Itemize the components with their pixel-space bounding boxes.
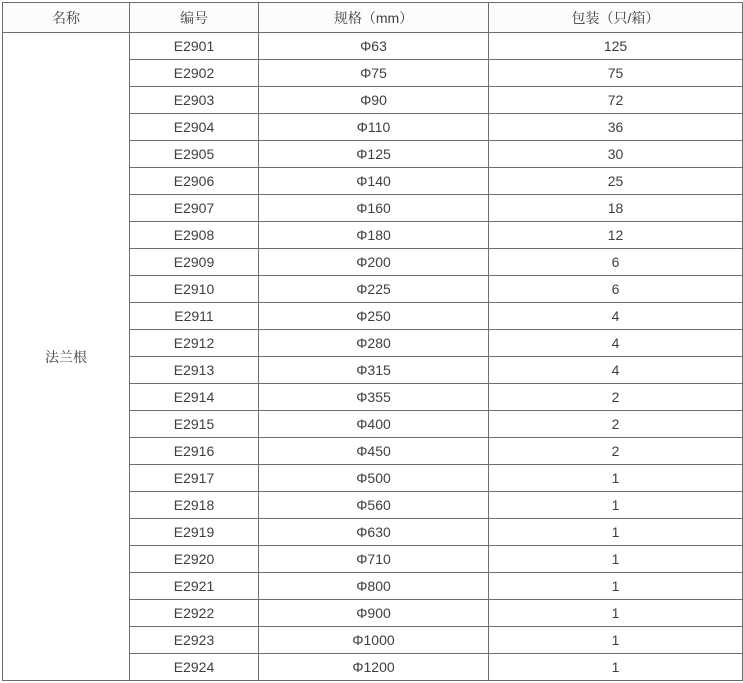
pack-cell: 18 xyxy=(489,195,743,222)
spec-cell: Φ400 xyxy=(259,411,489,438)
pack-cell: 1 xyxy=(489,573,743,600)
code-cell: E2911 xyxy=(130,303,259,330)
spec-cell: Φ500 xyxy=(259,465,489,492)
pack-cell: 4 xyxy=(489,330,743,357)
table-header xyxy=(3,3,743,33)
code-cell: E2908 xyxy=(130,222,259,249)
pack-cell: 25 xyxy=(489,168,743,195)
spec-cell: Φ355 xyxy=(259,384,489,411)
header-pack: 包装（只/箱） xyxy=(489,3,743,33)
spec-cell: Φ110 xyxy=(259,114,489,141)
spec-cell: Φ140 xyxy=(259,168,489,195)
pack-cell: 75 xyxy=(489,60,743,87)
pack-cell: 1 xyxy=(489,465,743,492)
pack-cell: 6 xyxy=(489,276,743,303)
pack-cell: 2 xyxy=(489,411,743,438)
code-cell: E2919 xyxy=(130,519,259,546)
pack-cell: 1 xyxy=(489,627,743,654)
code-cell: E2902 xyxy=(130,60,259,87)
pack-cell: 36 xyxy=(489,114,743,141)
spec-cell: Φ900 xyxy=(259,600,489,627)
header-name: 名称 xyxy=(3,3,130,33)
spec-cell: Φ560 xyxy=(259,492,489,519)
pack-cell: 4 xyxy=(489,303,743,330)
spec-cell: Φ800 xyxy=(259,573,489,600)
pack-cell: 1 xyxy=(489,546,743,573)
code-cell: E2915 xyxy=(130,411,259,438)
code-cell: E2921 xyxy=(130,573,259,600)
spec-cell: Φ75 xyxy=(259,60,489,87)
spec-cell: Φ710 xyxy=(259,546,489,573)
pack-cell: 6 xyxy=(489,249,743,276)
code-cell: E2901 xyxy=(130,33,259,60)
spec-cell: Φ160 xyxy=(259,195,489,222)
code-cell: E2912 xyxy=(130,330,259,357)
code-cell: E2904 xyxy=(130,114,259,141)
code-cell: E2905 xyxy=(130,141,259,168)
code-cell: E2913 xyxy=(130,357,259,384)
pack-cell: 12 xyxy=(489,222,743,249)
spec-cell: Φ250 xyxy=(259,303,489,330)
header-spec: 规格（mm） xyxy=(259,3,489,33)
pack-cell: 2 xyxy=(489,384,743,411)
spec-cell: Φ630 xyxy=(259,519,489,546)
spec-cell: Φ1200 xyxy=(259,654,489,681)
code-cell: E2909 xyxy=(130,249,259,276)
pack-cell: 30 xyxy=(489,141,743,168)
code-cell: E2918 xyxy=(130,492,259,519)
pack-cell: 125 xyxy=(489,33,743,60)
code-cell: E2917 xyxy=(130,465,259,492)
pack-cell: 1 xyxy=(489,519,743,546)
code-cell: E2922 xyxy=(130,600,259,627)
spec-cell: Φ180 xyxy=(259,222,489,249)
header-code: 编号 xyxy=(130,3,259,33)
table-row xyxy=(3,33,743,60)
spec-cell: Φ200 xyxy=(259,249,489,276)
header-row xyxy=(3,3,743,33)
code-cell: E2923 xyxy=(130,627,259,654)
spec-cell: Φ315 xyxy=(259,357,489,384)
code-cell: E2916 xyxy=(130,438,259,465)
spec-cell: Φ1000 xyxy=(259,627,489,654)
code-cell: E2910 xyxy=(130,276,259,303)
pack-cell: 4 xyxy=(489,357,743,384)
spec-cell: Φ280 xyxy=(259,330,489,357)
code-cell: E2907 xyxy=(130,195,259,222)
pack-cell: 1 xyxy=(489,492,743,519)
code-cell: E2903 xyxy=(130,87,259,114)
spec-cell: Φ225 xyxy=(259,276,489,303)
table-body xyxy=(3,33,743,681)
spec-cell: Φ125 xyxy=(259,141,489,168)
product-name-cell: 法兰根 xyxy=(3,33,130,681)
pack-cell: 1 xyxy=(489,600,743,627)
code-cell: E2914 xyxy=(130,384,259,411)
code-cell: E2920 xyxy=(130,546,259,573)
spec-cell: Φ450 xyxy=(259,438,489,465)
spec-cell: Φ63 xyxy=(259,33,489,60)
pack-cell: 1 xyxy=(489,654,743,681)
spec-cell: Φ90 xyxy=(259,87,489,114)
product-spec-table xyxy=(2,2,743,681)
pack-cell: 72 xyxy=(489,87,743,114)
code-cell: E2906 xyxy=(130,168,259,195)
pack-cell: 2 xyxy=(489,438,743,465)
code-cell: E2924 xyxy=(130,654,259,681)
